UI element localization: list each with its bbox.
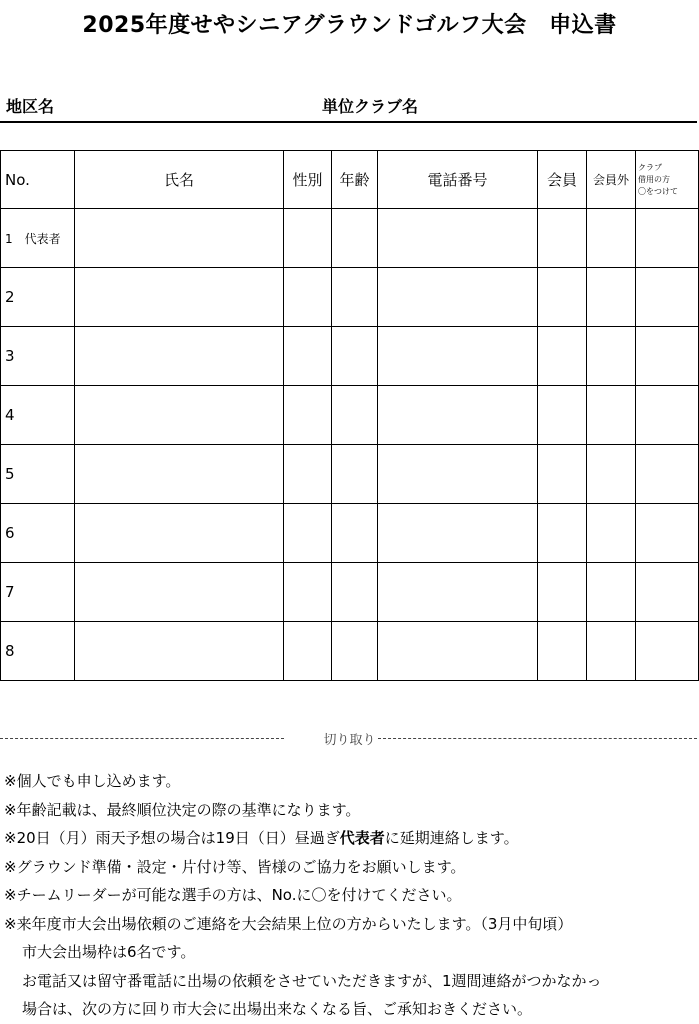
gender-cell[interactable] bbox=[284, 268, 332, 327]
club-usage-cell[interactable] bbox=[636, 327, 699, 386]
name-cell[interactable] bbox=[75, 563, 284, 622]
club-usage-cell[interactable] bbox=[636, 386, 699, 445]
col-club-usage-line3: 〇をつけて bbox=[638, 186, 678, 196]
row-number: 8 bbox=[5, 642, 15, 660]
row-number-cell[interactable] bbox=[1, 386, 75, 445]
age-cell[interactable] bbox=[332, 504, 378, 563]
row-number: 1 bbox=[5, 232, 13, 246]
name-cell[interactable] bbox=[75, 209, 284, 268]
age-cell[interactable] bbox=[332, 445, 378, 504]
col-non-member: 会員外 bbox=[587, 151, 636, 209]
age-cell[interactable] bbox=[332, 209, 378, 268]
col-club-usage bbox=[636, 151, 699, 209]
gender-cell[interactable] bbox=[284, 563, 332, 622]
member-cell[interactable] bbox=[538, 386, 587, 445]
name-cell[interactable] bbox=[75, 386, 284, 445]
name-cell[interactable] bbox=[75, 622, 284, 681]
phone-cell[interactable] bbox=[378, 563, 538, 622]
note-individual-entry: ※個人でも申し込めます。 bbox=[4, 772, 181, 790]
phone-cell[interactable] bbox=[378, 622, 538, 681]
non-member-cell[interactable] bbox=[587, 504, 636, 563]
club-usage-cell[interactable] bbox=[636, 563, 699, 622]
non-member-cell[interactable] bbox=[587, 622, 636, 681]
note-city-tournament: ※来年度市大会出場依頼のご連絡を大会結果上位の方からいたします。（3月中旬頃） bbox=[4, 914, 573, 933]
non-member-cell[interactable] bbox=[587, 386, 636, 445]
row-number-cell[interactable] bbox=[1, 504, 75, 563]
table-row bbox=[1, 209, 699, 268]
phone-cell[interactable] bbox=[378, 327, 538, 386]
header-underline bbox=[0, 121, 697, 123]
member-cell[interactable] bbox=[538, 327, 587, 386]
member-cell[interactable] bbox=[538, 563, 587, 622]
row-number: 4 bbox=[5, 406, 15, 424]
row-number: 6 bbox=[5, 524, 15, 542]
non-member-cell[interactable] bbox=[587, 563, 636, 622]
name-cell[interactable] bbox=[75, 445, 284, 504]
table-header-row bbox=[1, 151, 699, 209]
district-label: 地区名 bbox=[6, 97, 55, 116]
club-usage-cell[interactable] bbox=[636, 209, 699, 268]
table-row bbox=[1, 268, 699, 327]
phone-cell[interactable] bbox=[378, 268, 538, 327]
representative-note: 代表者 bbox=[24, 232, 61, 246]
age-cell[interactable] bbox=[332, 386, 378, 445]
table-row bbox=[1, 445, 699, 504]
age-cell[interactable] bbox=[332, 268, 378, 327]
non-member-cell[interactable] bbox=[587, 445, 636, 504]
entry-table bbox=[0, 150, 699, 681]
gender-cell[interactable] bbox=[284, 622, 332, 681]
gender-cell[interactable] bbox=[284, 445, 332, 504]
club-label: 単位クラブ名 bbox=[322, 97, 419, 116]
note-age-basis: ※年齢記載は、最終順位決定の際の基準になります。 bbox=[4, 800, 361, 819]
member-cell[interactable] bbox=[538, 445, 587, 504]
note-city-quota: 市大会出場枠は6名です。 bbox=[22, 943, 196, 961]
row-number-cell[interactable] bbox=[1, 445, 75, 504]
age-cell[interactable] bbox=[332, 622, 378, 681]
gender-cell[interactable] bbox=[284, 386, 332, 445]
member-cell[interactable] bbox=[538, 622, 587, 681]
note-phone-contact: お電話又は留守番電話に出場の依頼をさせていただきますが、1週間連絡がつかなかっ bbox=[22, 971, 602, 990]
row-number-cell[interactable] bbox=[1, 327, 75, 386]
row-number-cell[interactable] bbox=[1, 268, 75, 327]
name-cell[interactable] bbox=[75, 327, 284, 386]
non-member-cell[interactable] bbox=[587, 327, 636, 386]
cut-line bbox=[0, 729, 699, 747]
note-team-leader: ※チームリーダーが可能な選手の方は、No.に〇を付けてください。 bbox=[4, 886, 462, 904]
col-club-usage-line1: クラブ bbox=[638, 162, 662, 172]
member-cell[interactable] bbox=[538, 504, 587, 563]
form-title: 2025年度せやシニアグラウンドゴルフ大会 申込書 bbox=[82, 13, 617, 38]
table-row bbox=[1, 386, 699, 445]
col-no: No. bbox=[1, 151, 75, 209]
representative-emphasis: 代表者 bbox=[339, 829, 385, 847]
phone-cell[interactable] bbox=[378, 209, 538, 268]
note-rain-postponement: ※20日（月）雨天予想の場合は19日（日）昼過ぎ代表者に延期連絡します。 bbox=[4, 829, 519, 847]
non-member-cell[interactable] bbox=[587, 209, 636, 268]
phone-cell[interactable] bbox=[378, 445, 538, 504]
member-cell[interactable] bbox=[538, 209, 587, 268]
table-row bbox=[1, 504, 699, 563]
gender-cell[interactable] bbox=[284, 504, 332, 563]
row-number-cell[interactable] bbox=[1, 563, 75, 622]
col-age: 年齢 bbox=[332, 151, 378, 209]
non-member-cell[interactable] bbox=[587, 268, 636, 327]
note-ground-preparation: ※グラウンド準備・設定・片付け等、皆様のご協力をお願いします。 bbox=[4, 857, 466, 876]
row-number-cell[interactable] bbox=[1, 209, 75, 268]
notes-section bbox=[4, 767, 699, 1024]
cut-line-label: 切り取り bbox=[323, 733, 376, 748]
col-phone: 電話番号 bbox=[378, 151, 538, 209]
row-number: 7 bbox=[5, 583, 15, 601]
col-name: 氏名 bbox=[75, 151, 284, 209]
club-usage-cell[interactable] bbox=[636, 504, 699, 563]
col-club-usage-line2: 借用の方 bbox=[638, 174, 670, 184]
row-number: 2 bbox=[5, 288, 15, 306]
table-row bbox=[1, 327, 699, 386]
age-cell[interactable] bbox=[332, 327, 378, 386]
row-number-cell[interactable] bbox=[1, 622, 75, 681]
member-cell[interactable] bbox=[538, 268, 587, 327]
table-row bbox=[1, 622, 699, 681]
age-cell[interactable] bbox=[332, 563, 378, 622]
gender-cell[interactable] bbox=[284, 209, 332, 268]
col-member: 会員 bbox=[538, 151, 587, 209]
col-gender: 性別 bbox=[284, 151, 332, 209]
table-row bbox=[1, 563, 699, 622]
club-usage-cell[interactable] bbox=[636, 622, 699, 681]
club-usage-cell[interactable] bbox=[636, 268, 699, 327]
gender-cell[interactable] bbox=[284, 327, 332, 386]
club-usage-cell[interactable] bbox=[636, 445, 699, 504]
row-number: 3 bbox=[5, 347, 15, 365]
note-no-contact: 場合は、次の方に回り市大会に出場出来なくなる旨、ご承知おきください。 bbox=[22, 1000, 533, 1018]
phone-cell[interactable] bbox=[378, 504, 538, 563]
row-number: 5 bbox=[5, 465, 15, 483]
name-cell[interactable] bbox=[75, 268, 284, 327]
name-cell[interactable] bbox=[75, 504, 284, 563]
phone-cell[interactable] bbox=[378, 386, 538, 445]
cut-line-dash-right bbox=[378, 738, 697, 739]
